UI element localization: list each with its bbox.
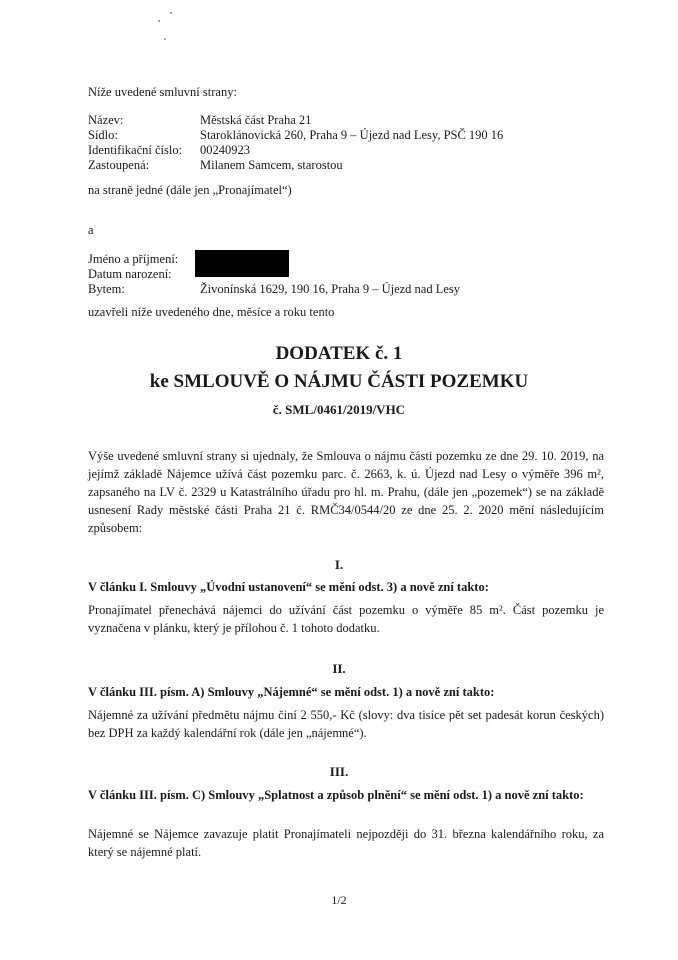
section-number-1: I.: [334, 557, 344, 572]
lessor-representative-row: [88, 158, 608, 173]
field-label: Název:: [88, 113, 124, 127]
field-value: Živonínská 1629, 190 16, Praha 9 – Újezd nad Lesy: [200, 282, 461, 296]
lessor-id-row: [88, 143, 608, 158]
section-body-2: Nájemné za užívání předmětu nájmu činí 2 550,- Kč (slovy: dva tisíce pět set padesát korun českých) bez DPH za každý kalendářní rok (dále jen „nájemné“).: [88, 708, 604, 740]
lessor-role: na straně jedné (dále jen „Pronajímatel“): [88, 183, 292, 197]
intro-text: Níže uvedené smluvní strany:: [88, 85, 237, 99]
field-label: Bytem:: [88, 282, 125, 296]
field-label: Identifikační číslo:: [88, 143, 183, 157]
document-subtitle: ke SMLOUVĚ O NÁJMU ČÁSTI POZEMKU: [149, 371, 529, 392]
tenant-birthdate-row: [88, 267, 608, 282]
preamble-paragraph: Výše uvedené smluvní strany si ujednaly, že Smlouva o nájmu části pozemku ze dne 29. 10. 2019, na jejímž základě Nájemce užívá část pozemku parc. č. 2663, k. ú. Újezd nad Lesy o výměře 396 m², zapsaného na LV č. 2329 u Katastrálního úřadu pro hl. m. Prahu, (dále jen „pozemek“) se na základě usnesení Rady městské části Praha 21 č. RMČ34/0544/20 ze dne 25. 2. 2020 mění následujícím způsobem:: [88, 449, 604, 535]
tenant-address-row: [88, 282, 608, 297]
page-number: 1/2: [331, 893, 347, 907]
field-label: Sídlo:: [88, 128, 118, 142]
field-label: Zastoupená:: [88, 158, 150, 172]
section-heading-2: V článku III. písm. A) Smlouvy „Nájemné“ se mění odst. 1) a nově zní takto:: [88, 685, 495, 699]
field-label: Datum narození:: [88, 267, 172, 281]
section-body-1: Pronajímatel přenechává nájemci do užívání část pozemku o výměře 85 m². Část pozemku je vyznačena v plánku, který je přílohou č. 1 tohoto dodatku.: [88, 603, 604, 635]
document-title: DODATEK č. 1: [275, 343, 403, 364]
tenant-details: [88, 252, 608, 297]
contract-reference: č. SML/0461/2019/VHC: [272, 402, 406, 417]
redaction-box: [195, 250, 289, 277]
scan-artifacts: [150, 8, 180, 48]
field-value: 00240923: [200, 143, 250, 157]
field-value: Městská část Praha 21: [200, 113, 312, 127]
section-heading-1: V článku I. Smlouvy „Úvodní ustanovení“ se mění odst. 3) a nově zní takto:: [88, 580, 489, 594]
field-value: Staroklánovická 260, Praha 9 – Újezd nad Lesy, PSČ 190 16: [200, 128, 504, 142]
lessor-name-row: [88, 113, 608, 128]
field-label: Jméno a příjmení:: [88, 252, 179, 266]
tenant-name-row: [88, 252, 608, 267]
field-value: Milanem Samcem, starostou: [200, 158, 343, 172]
tenant-closing: uzavřeli níže uvedeného dne, měsíce a roku tento: [88, 305, 335, 319]
section-body-3: Nájemné se Nájemce zavazuje platit Pronajímateli nejpozději do 31. března kalendářního roku, za který se nájemné platí.: [88, 827, 604, 859]
lessor-address-row: [88, 128, 608, 143]
section-number-2: II.: [332, 661, 346, 676]
section-number-3: III.: [329, 764, 349, 779]
section-heading-3: V článku III. písm. C) Smlouvy „Splatnost a způsob plnění“ se mění odst. 1) a nově zní takto:: [88, 788, 584, 802]
and-text: a: [88, 223, 94, 237]
lessor-details: [88, 113, 608, 173]
